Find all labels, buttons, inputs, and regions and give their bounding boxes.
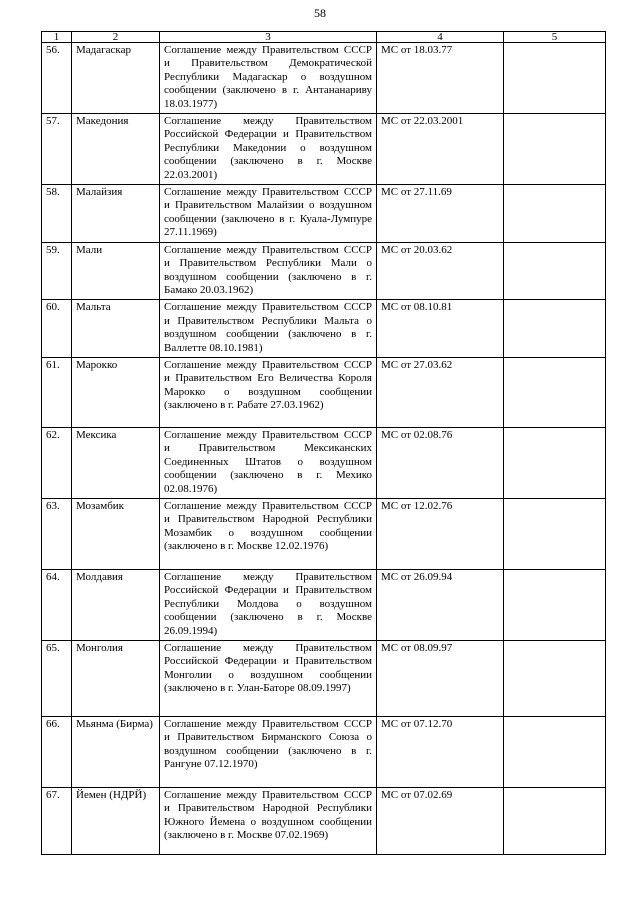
agreement-text: Соглашение между Правительством СССР и Правительством Малайзии о воздушном сообщении (заключено в г. Куала-Лумпуре 27.11.1969) <box>160 185 377 243</box>
agreement-text: Соглашение между Правительством СССР и Правительством Народной Республики Южного Йемена о воздушном сообщении (заключено в г. Москве 07.02.1969) <box>160 788 377 855</box>
country-name: Мексика <box>72 427 160 498</box>
table-row <box>42 569 606 640</box>
note-cell <box>504 427 606 498</box>
column-header: 1 <box>42 32 72 43</box>
column-header: 2 <box>72 32 160 43</box>
agreement-text: Соглашение между Правительством СССР и Правительством Мексиканских Соединенных Штатов о воздушном сообщении (заключено в г. Мехико 02.08.1976) <box>160 427 377 498</box>
column-header-row <box>42 32 606 43</box>
agreement-reference: МС от 07.02.69 <box>377 788 504 855</box>
agreement-reference: МС от 12.02.76 <box>377 498 504 569</box>
agreement-text: Соглашение между Правительством Российской Федерации и Правительством Монголии о воздушном сообщении (заключено в г. Улан-Баторе 08.09.1997) <box>160 641 377 717</box>
note-cell <box>504 641 606 717</box>
row-number: 62. <box>42 427 72 498</box>
agreement-text: Соглашение между Правительством Российской Федерации и Правительством Республики Молдова о воздушном сообщении (заключено в г. Москве 26.09.1994) <box>160 569 377 640</box>
country-name: Молдавия <box>72 569 160 640</box>
note-cell <box>504 788 606 855</box>
row-number: 65. <box>42 641 72 717</box>
agreement-reference: МС от 27.03.62 <box>377 357 504 427</box>
country-name: Мозамбик <box>72 498 160 569</box>
country-name: Монголия <box>72 641 160 717</box>
agreement-reference: МС от 20.03.62 <box>377 242 504 300</box>
table-row <box>42 717 606 788</box>
table-row <box>42 427 606 498</box>
row-number: 67. <box>42 788 72 855</box>
agreement-text: Соглашение между Правительством Российской Федерации и Правительством Республики Македонии о воздушном сообщении (заключено в г. Москве 22.03.2001) <box>160 114 377 185</box>
table-row <box>42 788 606 855</box>
note-cell <box>504 242 606 300</box>
agreement-text: Соглашение между Правительством СССР и Правительством Народной Республики Мозамбик о воздушном сообщении (заключено в г. Москве 12.02.1976) <box>160 498 377 569</box>
table-row <box>42 114 606 185</box>
country-name: Мьянма (Бирма) <box>72 717 160 788</box>
agreement-reference: МС от 02.08.76 <box>377 427 504 498</box>
note-cell <box>504 114 606 185</box>
page-number: 58 <box>314 6 326 20</box>
agreement-reference: МС от 26.09.94 <box>377 569 504 640</box>
agreement-reference: МС от 18.03.77 <box>377 43 504 114</box>
note-cell <box>504 569 606 640</box>
note-cell <box>504 300 606 358</box>
table-row <box>42 242 606 300</box>
agreement-reference: МС от 27.11.69 <box>377 185 504 243</box>
table-row <box>42 300 606 358</box>
table-row <box>42 185 606 243</box>
row-number: 63. <box>42 498 72 569</box>
table-row <box>42 498 606 569</box>
country-name: Марокко <box>72 357 160 427</box>
note-cell <box>504 43 606 114</box>
agreement-text: Соглашение между Правительством СССР и Правительством Его Величества Короля Марокко о воздушном сообщении (заключено в г. Рабате 27.03.1962) <box>160 357 377 427</box>
row-number: 64. <box>42 569 72 640</box>
agreement-reference: МС от 07.12.70 <box>377 717 504 788</box>
country-name: Йемен (НДРЙ) <box>72 788 160 855</box>
row-number: 57. <box>42 114 72 185</box>
country-name: Мадагаскар <box>72 43 160 114</box>
country-name: Мали <box>72 242 160 300</box>
table-row <box>42 357 606 427</box>
row-number: 66. <box>42 717 72 788</box>
agreement-text: Соглашение между Правительством СССР и Правительством Республики Мальта о воздушном сообщении (заключено в г. Валлетте 08.10.1981) <box>160 300 377 358</box>
agreement-text: Соглашение между Правительством СССР и Правительством Республики Мали о воздушном сообщении (заключено в г. Бамако 20.03.1962) <box>160 242 377 300</box>
agreement-reference: МС от 08.10.81 <box>377 300 504 358</box>
row-number: 61. <box>42 357 72 427</box>
country-name: Малайзия <box>72 185 160 243</box>
agreement-reference: МС от 22.03.2001 <box>377 114 504 185</box>
column-header: 3 <box>160 32 377 43</box>
table-row <box>42 43 606 114</box>
row-number: 60. <box>42 300 72 358</box>
column-header: 5 <box>504 32 606 43</box>
row-number: 56. <box>42 43 72 114</box>
agreement-text: Соглашение между Правительством СССР и Правительством Демократической Республики Мадагаскар о воздушном сообщении (заключено в г. Антананариву 18.03.1977) <box>160 43 377 114</box>
table-row <box>42 641 606 717</box>
column-header: 4 <box>377 32 504 43</box>
row-number: 59. <box>42 242 72 300</box>
agreement-text: Соглашение между Правительством СССР и Правительством Бирманского Союза о воздушном сообщении (заключено в г. Рангуне 07.12.1970) <box>160 717 377 788</box>
treaties-table <box>41 31 606 855</box>
agreement-reference: МС от 08.09.97 <box>377 641 504 717</box>
country-name: Мальта <box>72 300 160 358</box>
country-name: Македония <box>72 114 160 185</box>
note-cell <box>504 357 606 427</box>
note-cell <box>504 185 606 243</box>
note-cell <box>504 717 606 788</box>
row-number: 58. <box>42 185 72 243</box>
note-cell <box>504 498 606 569</box>
